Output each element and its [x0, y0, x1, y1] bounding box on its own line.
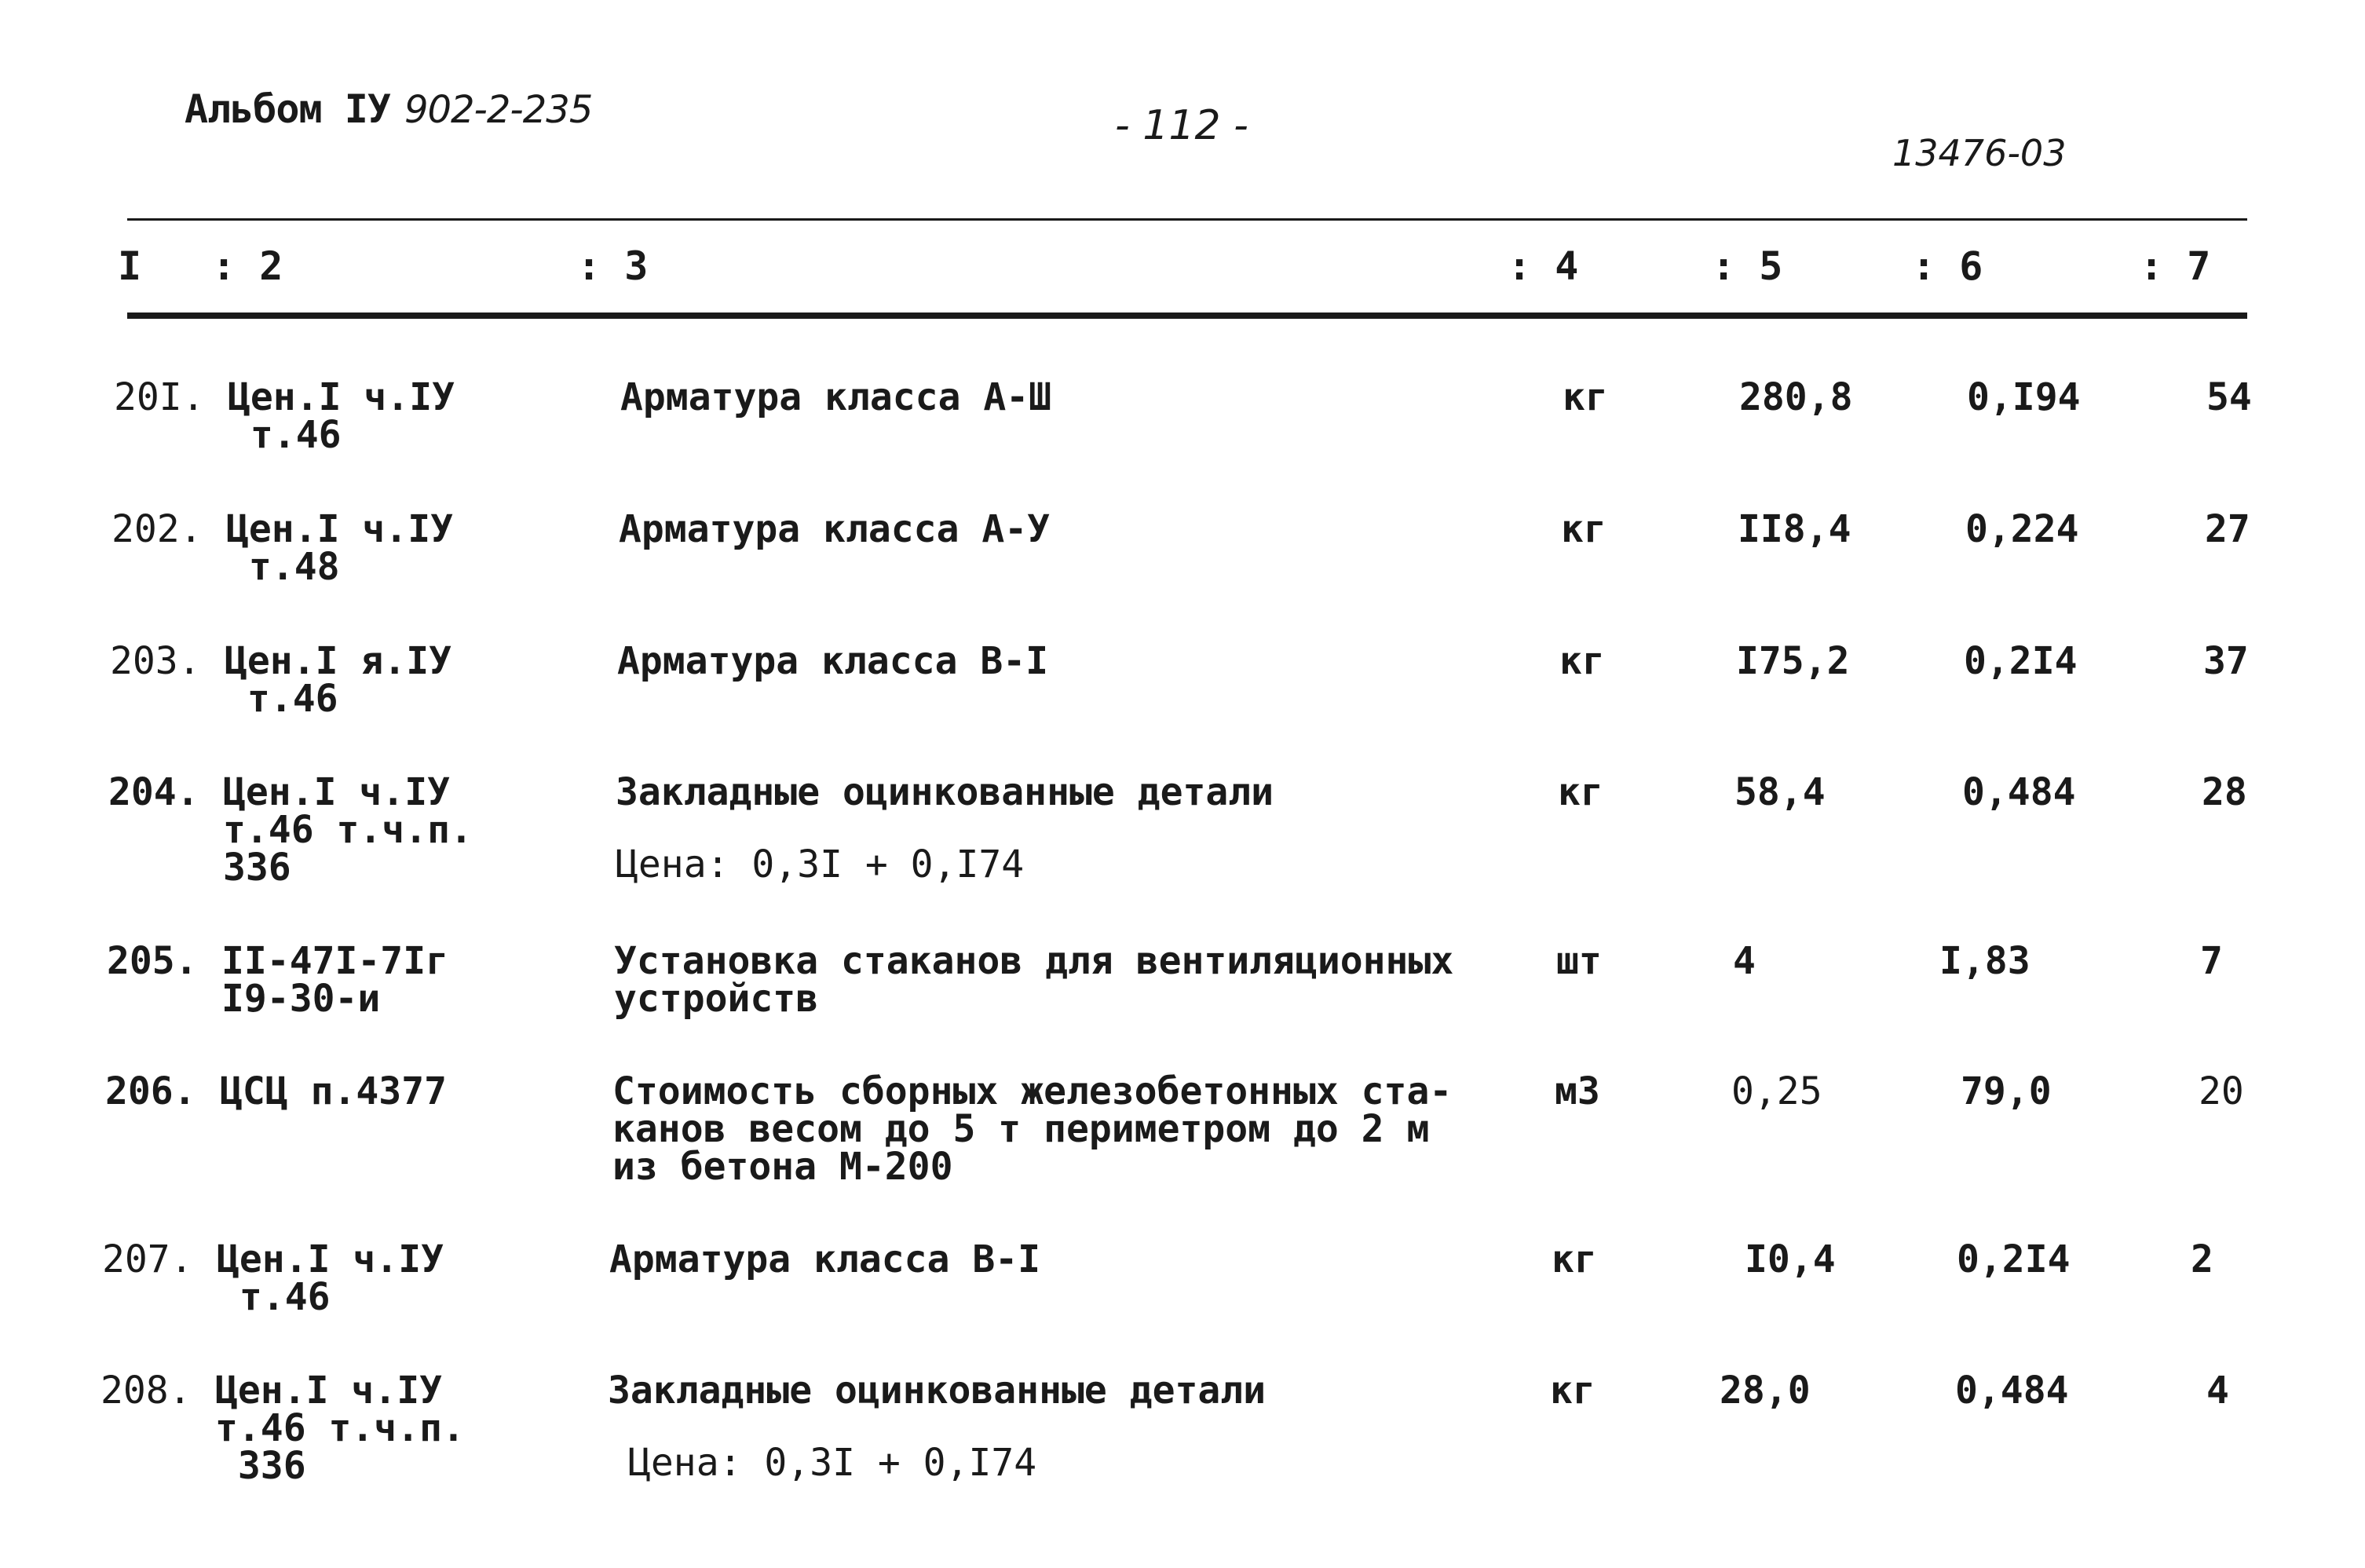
col-head-2: : 2: [212, 243, 283, 289]
row-unit-price: I,83: [1939, 939, 2031, 983]
row-price-note: Цена: 0,3I + 0,I74: [616, 842, 1025, 886]
col-head-1: I: [118, 243, 142, 289]
row-quantity: II8,4: [1738, 507, 1851, 551]
row-number: 204.: [108, 770, 199, 814]
page-number: - 112 -: [1115, 102, 1248, 149]
row-number: 207.: [102, 1237, 193, 1281]
row-description: Закладные оцинкованные детали: [616, 770, 1274, 814]
row-number: 202.: [111, 507, 203, 551]
row-unit: кг: [1559, 639, 1605, 683]
row-code: Цен.I я.IУ т.46: [225, 639, 451, 721]
row-quantity: 0,25: [1731, 1069, 1822, 1113]
row-code: II-47I-7Iг I9-30-и: [221, 939, 448, 1021]
col-head-5: : 5: [1712, 243, 1783, 289]
row-code: Цен.I ч.IУ т.48: [226, 507, 453, 589]
album-label: [185, 86, 592, 132]
col-head-7: : 7: [2140, 243, 2211, 289]
col-head-4: : 4: [1508, 243, 1579, 289]
row-total: 27: [2205, 507, 2250, 551]
row-total: 7: [2200, 939, 2223, 983]
row-number: 205.: [107, 939, 198, 983]
row-unit-price: 0,484: [1962, 770, 2076, 814]
row-unit: кг: [1563, 375, 1608, 419]
row-quantity: 28,0: [1720, 1369, 1811, 1413]
row-unit-price: 0,2I4: [1964, 639, 2078, 683]
row-total: 28: [2202, 770, 2247, 814]
row-code: ЦСЦ п.4377: [220, 1069, 447, 1113]
row-number: 20I.: [114, 375, 205, 419]
row-description: Арматура класса А-Ш: [620, 375, 1052, 419]
row-code: Цен.I ч.IУ т.46 т.ч.п. 336: [223, 770, 473, 890]
row-unit-price: 0,484: [1955, 1369, 2069, 1413]
row-quantity: I0,4: [1745, 1237, 1836, 1281]
row-unit: кг: [1558, 770, 1603, 814]
col-head-6: : 6: [1912, 243, 1983, 289]
row-unit-price: 0,2I4: [1957, 1237, 2071, 1281]
row-unit-price: 0,I94: [1967, 375, 2081, 419]
row-code: Цен.I ч.IУ т.46: [228, 375, 455, 457]
row-unit: кг: [1552, 1237, 1597, 1281]
row-code: Цен.I ч.IУ т.46 т.ч.п. 336: [215, 1369, 465, 1488]
row-unit: шт: [1556, 939, 1602, 983]
document-number: 13476-03: [1892, 132, 2067, 174]
row-quantity: I75,2: [1736, 639, 1850, 683]
row-description: Установка стаканов для вентиляционных устройств: [614, 939, 1454, 1021]
header-bottom-rule: [127, 313, 2247, 319]
row-total: 2: [2191, 1237, 2213, 1281]
row-unit: кг: [1561, 507, 1607, 551]
row-price-note: Цена: 0,3I + 0,I74: [628, 1441, 1037, 1485]
row-quantity: 280,8: [1739, 375, 1853, 419]
row-description: Стоимость сборных железобетонных ста- канов весом до 5 т периметром до 2 м из бетона М-200: [612, 1069, 1453, 1189]
row-number: 203.: [110, 639, 201, 683]
row-description: Закладные оцинкованные детали: [608, 1369, 1267, 1413]
row-code: Цен.I ч.IУ т.46: [217, 1237, 444, 1319]
row-unit: м3: [1555, 1069, 1600, 1113]
row-total: 4: [2206, 1369, 2229, 1413]
row-number: 206.: [105, 1069, 196, 1113]
row-quantity: 58,4: [1734, 770, 1826, 814]
row-number: 208.: [101, 1369, 192, 1413]
row-total: 37: [2203, 639, 2249, 683]
row-quantity: 4: [1733, 939, 1756, 983]
row-total: 20: [2199, 1069, 2244, 1113]
album-number: 902-2-235: [404, 88, 593, 132]
album-title: Альбом IУ: [185, 86, 390, 132]
row-unit-price: 79,0: [1961, 1069, 2052, 1113]
header-top-rule: [127, 218, 2247, 221]
row-unit: кг: [1550, 1369, 1596, 1413]
row-unit-price: 0,224: [1965, 507, 2079, 551]
col-head-3: : 3: [577, 243, 649, 289]
row-description: Арматура класса В-I: [617, 639, 1049, 683]
row-total: 54: [2206, 375, 2252, 419]
row-description: Арматура класса В-I: [609, 1237, 1041, 1281]
row-description: Арматура класса А-У: [619, 507, 1051, 551]
